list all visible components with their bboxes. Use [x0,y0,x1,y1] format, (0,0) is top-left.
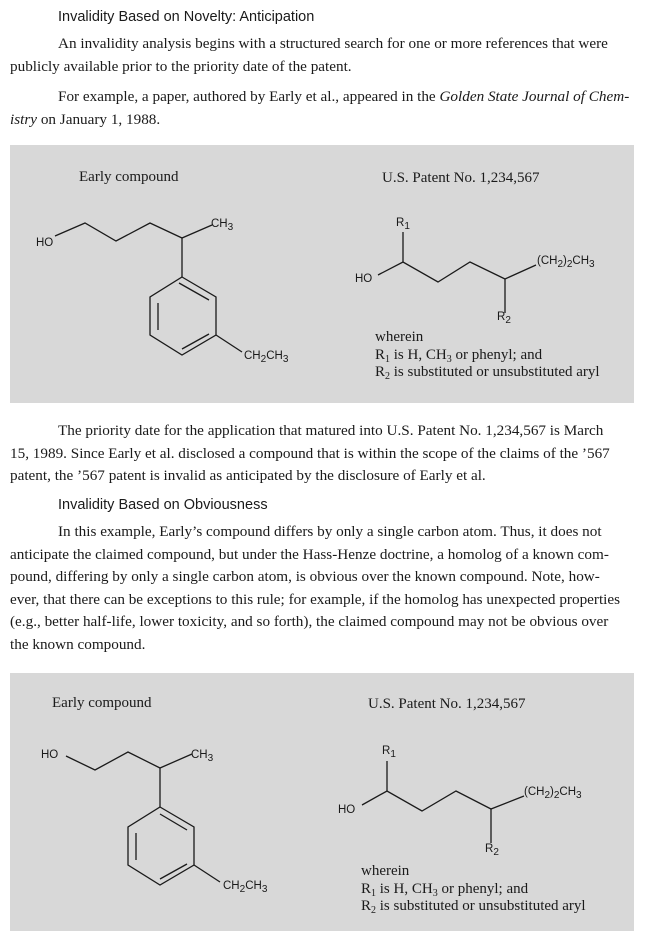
ho-label: HO [41,749,59,761]
chem-sub: 2 [505,315,511,326]
paragraph-line: An invalidity analysis begins with a structured search for one or more references that were [58,35,608,52]
text-run: on January 1, 1988. [37,110,161,128]
figure-panel-anticipation [10,145,634,403]
text-run: or phenyl; and [451,346,543,363]
text-run: is substituted or unsubstituted aryl [376,898,586,914]
wherein-label: wherein [361,863,410,879]
text-run: is H, CH [376,880,433,897]
chem-text: R [497,311,506,323]
early-compound-title: Early compound [52,695,152,711]
paragraph-line: The priority date for the application that matured into U.S. Patent No. 1,234,567 is March [58,422,604,439]
text-sub: 1 [385,353,391,365]
paragraph-line [10,86,630,109]
chem-sub: 3 [576,790,582,801]
chem-sub: 1 [404,221,410,232]
paragraph-early-example [10,86,630,131]
patent-compound-title: U.S. Patent No. 1,234,567 [382,170,540,186]
paragraph-line: publicly available prior to the priority date of the patent. [10,57,352,75]
wherein-block [375,329,600,382]
r1-label [382,745,396,760]
text-sub: 3 [446,353,452,365]
ho-label-patent: HO [355,273,373,285]
ch3-label [211,218,234,233]
chem-text: CH [223,880,240,892]
benzene-ring [150,277,216,355]
ethyl-bond [216,335,242,352]
ethyl-label [223,880,268,895]
text-run: R [361,880,372,897]
benzene-double-bond [179,283,209,300]
r1-definition [375,347,600,365]
chem-text: CH [211,218,228,230]
propyl-label [524,786,582,801]
propyl-label [537,255,595,270]
chem-sub: 2 [493,847,499,858]
text-sub: 2 [385,371,391,382]
benzene-double-bond [160,814,187,830]
r1-label [396,217,410,232]
paragraph-line: 15, 1989. Since Early et al. disclosed a compound that is within the scope of the claims of the ’567 [10,444,610,462]
paragraph-line: anticipate the claimed compound, but under the Hass-Henze doctrine, a homolog of a known com- [10,545,609,563]
chem-text: CH [572,255,590,267]
wherein-label: wherein [375,329,424,345]
paragraph-line [10,109,630,132]
patent-compound-title: U.S. Patent No. 1,234,567 [368,696,526,712]
section-heading-obviousness: Invalidity Based on Obviousness [58,497,268,513]
chem-text: CH [245,880,262,892]
paragraph-line: pound, differing by only a single carbon atom, is obvious over the known compound. Note, how- [10,568,600,586]
paragraph-line: ever, that there can be exceptions to this rule; for example, if the homolog has unexpected properties [10,590,621,608]
left-chain-bonds [55,223,212,241]
ho-label: HO [36,237,54,249]
r2-label [497,311,511,326]
text-run: R [375,364,386,380]
chem-sub: 2 [557,259,564,270]
paragraph-obviousness [10,521,630,657]
text-sub: 1 [371,887,377,899]
chem-sub: 3 [282,354,289,365]
chem-text: CH [266,350,283,362]
paragraph-invalidity-analysis [10,33,630,78]
text-sub: 2 [371,905,377,916]
chem-text: (CH [537,255,558,267]
text-sub: 3 [432,887,438,899]
chem-sub: 3 [589,259,595,270]
chem-text: R [396,217,405,229]
chem-sub: 2 [553,790,560,801]
chem-sub: 2 [239,884,246,895]
text-run: or phenyl; and [437,880,529,897]
paragraph-line: patent, the ’567 patent is invalid as anticipated by the disclosure of Early et al. [10,467,486,485]
chem-sub: 2 [260,354,267,365]
journal-title-cont: istry [10,110,38,128]
paragraph-line: (e.g., better half-life, lower toxicity, and so forth), the claimed compound may not be obvious over [10,613,609,631]
chem-text: R [485,843,494,855]
right-chain-bonds [378,262,536,282]
ethyl-bond [194,865,220,882]
journal-title: Golden State Journal of Chem- [439,88,630,105]
chem-sub: 2 [566,259,573,270]
chem-text: ) [563,255,567,267]
text-run: R [361,898,372,914]
r2-label [485,843,499,858]
text-run: is substituted or unsubstituted aryl [390,364,600,380]
ch3-label [191,749,214,764]
chem-sub: 3 [227,222,234,233]
wherein-block [361,863,586,916]
chem-sub: 3 [207,753,214,764]
chem-sub: 2 [544,790,551,801]
r2-definition [361,898,586,916]
paragraph-priority-date [10,420,630,488]
benzene-ring [128,807,194,885]
text-run: R [375,346,386,363]
chem-text: CH [559,786,577,798]
early-compound-title: Early compound [79,169,179,185]
ethyl-label [244,350,289,365]
chem-sub: 1 [390,749,396,760]
r1-definition [361,881,586,899]
figure-panel-obviousness [10,673,634,931]
left-chain-bonds [66,752,192,770]
r2-definition [375,364,600,382]
chem-text: CH [244,350,261,362]
text-run: For example, a paper, authored by Early et al., appeared in the [58,88,440,105]
paragraph-line: In this example, Early’s compound differs by only a single carbon atom. Thus, it does not [58,523,602,540]
ho-label-patent: HO [338,804,356,816]
chem-sub: 3 [261,884,268,895]
section-heading-anticipation: Invalidity Based on Novelty: Anticipation [58,9,315,25]
chem-text: CH [191,749,208,761]
chem-text: (CH [524,786,545,798]
text-run: is H, CH [390,346,447,363]
right-chain-bonds [362,791,524,811]
chem-text: R [382,745,391,757]
paragraph-line: the known compound. [10,635,146,653]
chem-text: ) [550,786,554,798]
